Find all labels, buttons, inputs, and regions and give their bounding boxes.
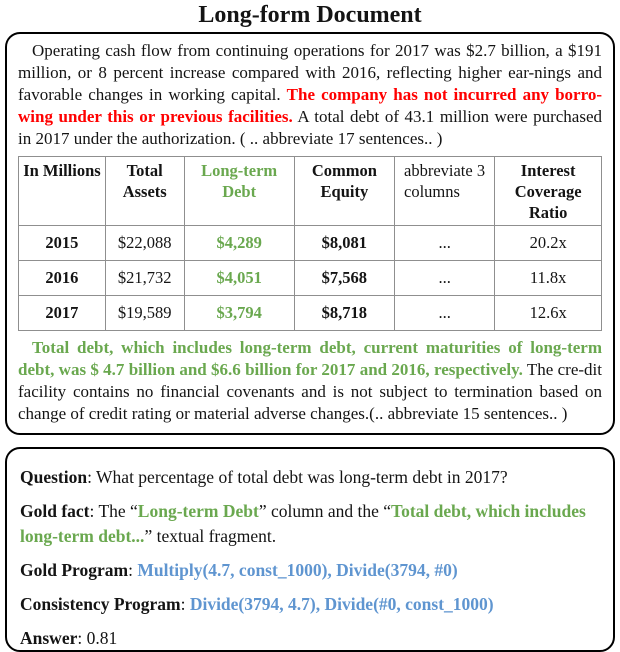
- cell-interest-coverage: 12.6x: [495, 296, 602, 331]
- gold-program-line: [20, 558, 600, 583]
- cell-year: 2016: [19, 261, 106, 296]
- cell-abbreviated: ...: [395, 261, 495, 296]
- gold-fact-pre: The “: [98, 501, 138, 521]
- question-sep: :: [87, 467, 97, 487]
- answer-label: Answer: [20, 628, 78, 648]
- consistency-program-code: Divide(3794, 4.7), Divide(#0, const_1000): [189, 594, 494, 614]
- figure-title: Long-form Document: [198, 2, 422, 28]
- gold-program-sep: :: [128, 560, 138, 580]
- document-paragraph-bottom: [18, 337, 602, 425]
- qa-box: [5, 447, 615, 652]
- consistency-program-line: [20, 592, 600, 617]
- gold-fact-post: ” textual fragment.: [144, 526, 277, 546]
- consistency-program-sep: :: [180, 594, 190, 614]
- cell-year: 2015: [19, 226, 106, 261]
- document-paragraph-top: [18, 40, 602, 150]
- gold-fact-green-text-ref: Total debt, which includes long-term debt...: [20, 501, 586, 546]
- para-top-red-highlight: The company has not incurred any borro-wing under this or previous facilities.: [18, 85, 602, 126]
- gold-program-label: Gold Program: [20, 560, 129, 580]
- financial-table: [18, 156, 602, 331]
- cell-long-term-debt: $4,289: [184, 226, 294, 261]
- table-row-2015: [19, 226, 602, 261]
- cell-abbreviated: ...: [395, 296, 495, 331]
- gold-fact-sep: :: [89, 501, 99, 521]
- col-header-total-assets: Total Assets: [105, 157, 184, 226]
- gold-fact-line: [20, 499, 600, 549]
- col-header-in-millions: In Millions: [19, 157, 106, 226]
- question-line: [20, 465, 600, 490]
- gold-fact-green-column-ref: Long-term Debt: [137, 501, 259, 521]
- cell-abbreviated: ...: [395, 226, 495, 261]
- cell-common-equity: $8,718: [294, 296, 394, 331]
- para-bottom-text: The cre-dit facility contains no financial covenants and is not subject to termination based on change of credit rating or material adverse changes.(.. abbreviate 15 sentences.. ): [18, 360, 602, 423]
- consistency-program-label: Consistency Program: [20, 594, 181, 614]
- cell-long-term-debt: $3,794: [184, 296, 294, 331]
- answer-line: [20, 626, 600, 651]
- cell-interest-coverage: 11.8x: [495, 261, 602, 296]
- gold-program-code: Multiply(4.7, const_1000), Divide(3794, #0): [137, 560, 458, 580]
- document-box: [5, 32, 615, 435]
- cell-common-equity: $8,081: [294, 226, 394, 261]
- question-label: Question: [20, 467, 88, 487]
- cell-total-assets: $21,732: [105, 261, 184, 296]
- cell-long-term-debt: $4,051: [184, 261, 294, 296]
- para-top-text-1: Operating cash flow from continuing operations for 2017 was $2.7 billion, a $191 million, or 8 percent increase compared with 2016, reflecting higher ear-nings and favorable changes in working capital.: [18, 41, 602, 104]
- para-top-text-2: A total debt of 43.1 million were purchased in 2017 under the authorization. ( .. abbreviate 17 sentences.. ): [18, 107, 602, 148]
- answer-sep: :: [77, 628, 87, 648]
- table-header-row: [19, 157, 602, 226]
- table-row-2017: [19, 296, 602, 331]
- para-bottom-green-highlight: Total debt, which includes long-term debt, current maturities of long-term debt, was $ 4.7 billion and $6.6 billion for 2017 and 2016, respectively.: [18, 338, 602, 379]
- answer-value: 0.81: [86, 628, 118, 648]
- col-header-long-term-debt: Long-term Debt: [184, 157, 294, 226]
- table-row-2016: [19, 261, 602, 296]
- cell-interest-coverage: 20.2x: [495, 226, 602, 261]
- gold-fact-label: Gold fact: [20, 501, 90, 521]
- cell-year: 2017: [19, 296, 106, 331]
- col-header-common-equity: Common Equity: [294, 157, 394, 226]
- gold-fact-mid: ” column and the “: [258, 501, 391, 521]
- cell-total-assets: $22,088: [105, 226, 184, 261]
- col-header-interest-coverage-ratio: Interest Coverage Ratio: [495, 157, 602, 226]
- cell-common-equity: $7,568: [294, 261, 394, 296]
- col-header-abbreviate-columns: abbreviate 3 columns: [395, 157, 495, 226]
- cell-total-assets: $19,589: [105, 296, 184, 331]
- question-text: What percentage of total debt was long-term debt in 2017?: [96, 467, 508, 487]
